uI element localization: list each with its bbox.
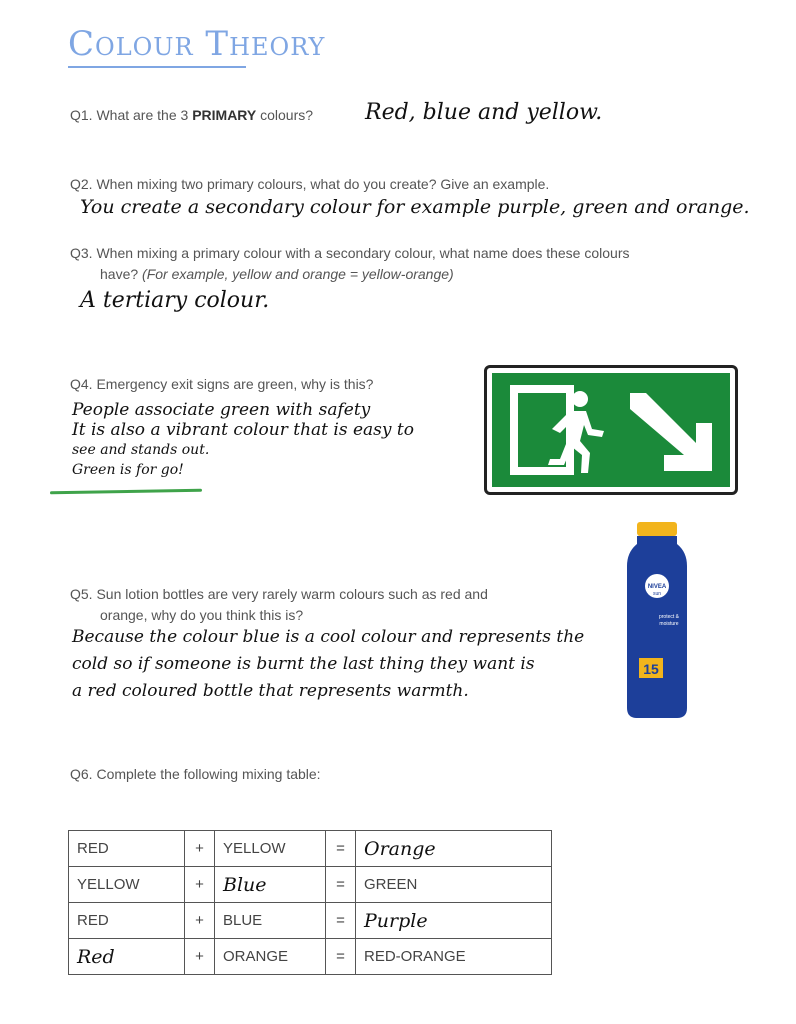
plus-sign-cell-text: + (195, 912, 204, 929)
colour-a-cell (69, 831, 185, 867)
question-4: Q4. Emergency exit signs are green, why is this? (70, 376, 374, 392)
emergency-exit-sign-image (484, 365, 738, 495)
equals-sign-cell-text: = (336, 840, 345, 857)
question-5-line1: Q5. Sun lotion bottles are very rarely warm colours such as red and (70, 586, 488, 602)
colour-a-cell-text: YELLOW (77, 876, 140, 893)
equals-sign-cell (326, 867, 356, 903)
plus-sign-cell (185, 903, 215, 939)
green-underline (50, 489, 202, 495)
question-3-line2-prefix: have? (100, 266, 139, 282)
colour-b-cell-text: Blue (223, 873, 267, 896)
question-1-emphasis: PRIMARY (192, 107, 257, 123)
colour-b-cell (215, 831, 326, 867)
colour-a-cell-text: Red (77, 945, 115, 968)
question-6: Q6. Complete the following mixing table: (70, 766, 321, 782)
bottle-text1: protect & (658, 614, 680, 620)
table-row (69, 867, 552, 903)
equals-sign-cell (326, 939, 356, 975)
table-row (69, 939, 552, 975)
result-cell-text: Purple (364, 909, 428, 932)
result-cell (356, 939, 552, 975)
question-1-suffix: colours? (260, 107, 314, 123)
table-row (69, 903, 552, 939)
answer-1: Red, blue and yellow. (365, 100, 603, 125)
answer-3: A tertiary colour. (80, 288, 270, 313)
answer-5-line2: cold so if someone is burnt the last thing they want is (72, 654, 535, 674)
table-row (69, 831, 552, 867)
result-cell-text: GREEN (364, 876, 418, 893)
bottle-brand: NIVEA (647, 584, 667, 590)
page-title: Colour Theory (68, 24, 326, 64)
colour-b-cell-text: BLUE (223, 912, 263, 929)
question-2: Q2. When mixing two primary colours, what do you create? Give an example. (70, 176, 550, 192)
result-cell-text: RED-ORANGE (364, 948, 466, 965)
mixing-table (68, 830, 552, 975)
answer-2: You create a secondary colour for example purple, green and orange. (80, 196, 750, 218)
running-person-icon-head (572, 391, 588, 407)
plus-sign-cell (185, 939, 215, 975)
colour-b-cell-text: YELLOW (223, 840, 286, 857)
diagonal-arrow-icon (630, 393, 712, 471)
result-cell (356, 867, 552, 903)
colour-a-cell (69, 939, 185, 975)
question-5-line2: orange, why do you think this is? (100, 607, 304, 623)
answer-4 (72, 400, 414, 480)
running-person-icon (548, 411, 604, 473)
plus-sign-cell-text: + (195, 840, 204, 857)
result-cell (356, 903, 552, 939)
colour-a-cell (69, 903, 185, 939)
plus-sign-cell-text: + (195, 876, 204, 893)
question-5 (70, 584, 488, 626)
equals-sign-cell (326, 903, 356, 939)
colour-b-cell (215, 939, 326, 975)
answer-4-line1: People associate green with safety (72, 400, 371, 420)
answer-5-line3: a red coloured bottle that represents warmth. (72, 681, 469, 701)
plus-sign-cell (185, 867, 215, 903)
colour-a-cell (69, 867, 185, 903)
question-3-line2 (70, 264, 630, 285)
title-underline (68, 66, 246, 68)
plus-sign-cell (185, 831, 215, 867)
answer-5 (72, 624, 584, 705)
bottle-text2: moisture (659, 621, 679, 627)
question-1-prefix: Q1. What are the 3 (70, 107, 189, 123)
bottle-sub: sun (652, 591, 662, 597)
answer-5-line1: Because the colour blue is a cool colour and represents the (72, 627, 585, 647)
result-cell-text: Orange (364, 837, 436, 860)
question-1 (70, 107, 313, 123)
colour-b-cell (215, 903, 326, 939)
plus-sign-cell-text: + (195, 948, 204, 965)
equals-sign-cell-text: = (336, 876, 345, 893)
question-3-example: (For example, yellow and orange = yellow-orange) (142, 266, 454, 282)
equals-sign-cell (326, 831, 356, 867)
equals-sign-cell-text: = (336, 912, 345, 929)
answer-4-line4: Green is for go! (72, 462, 184, 478)
question-3-line1: Q3. When mixing a primary colour with a secondary colour, what name does these colours (70, 245, 630, 261)
colour-a-cell-text: RED (77, 840, 109, 857)
equals-sign-cell-text: = (336, 948, 345, 965)
answer-4-line2: It is also a vibrant colour that is easy to (72, 420, 414, 440)
answer-4-line3: see and stands out. (72, 442, 210, 458)
question-3 (70, 243, 630, 285)
colour-a-cell-text: RED (77, 912, 109, 929)
colour-b-cell (215, 867, 326, 903)
sun-lotion-bottle-image (625, 522, 689, 720)
result-cell (356, 831, 552, 867)
bottle-spf: 15 (643, 661, 659, 677)
colour-b-cell-text: ORANGE (223, 948, 289, 965)
